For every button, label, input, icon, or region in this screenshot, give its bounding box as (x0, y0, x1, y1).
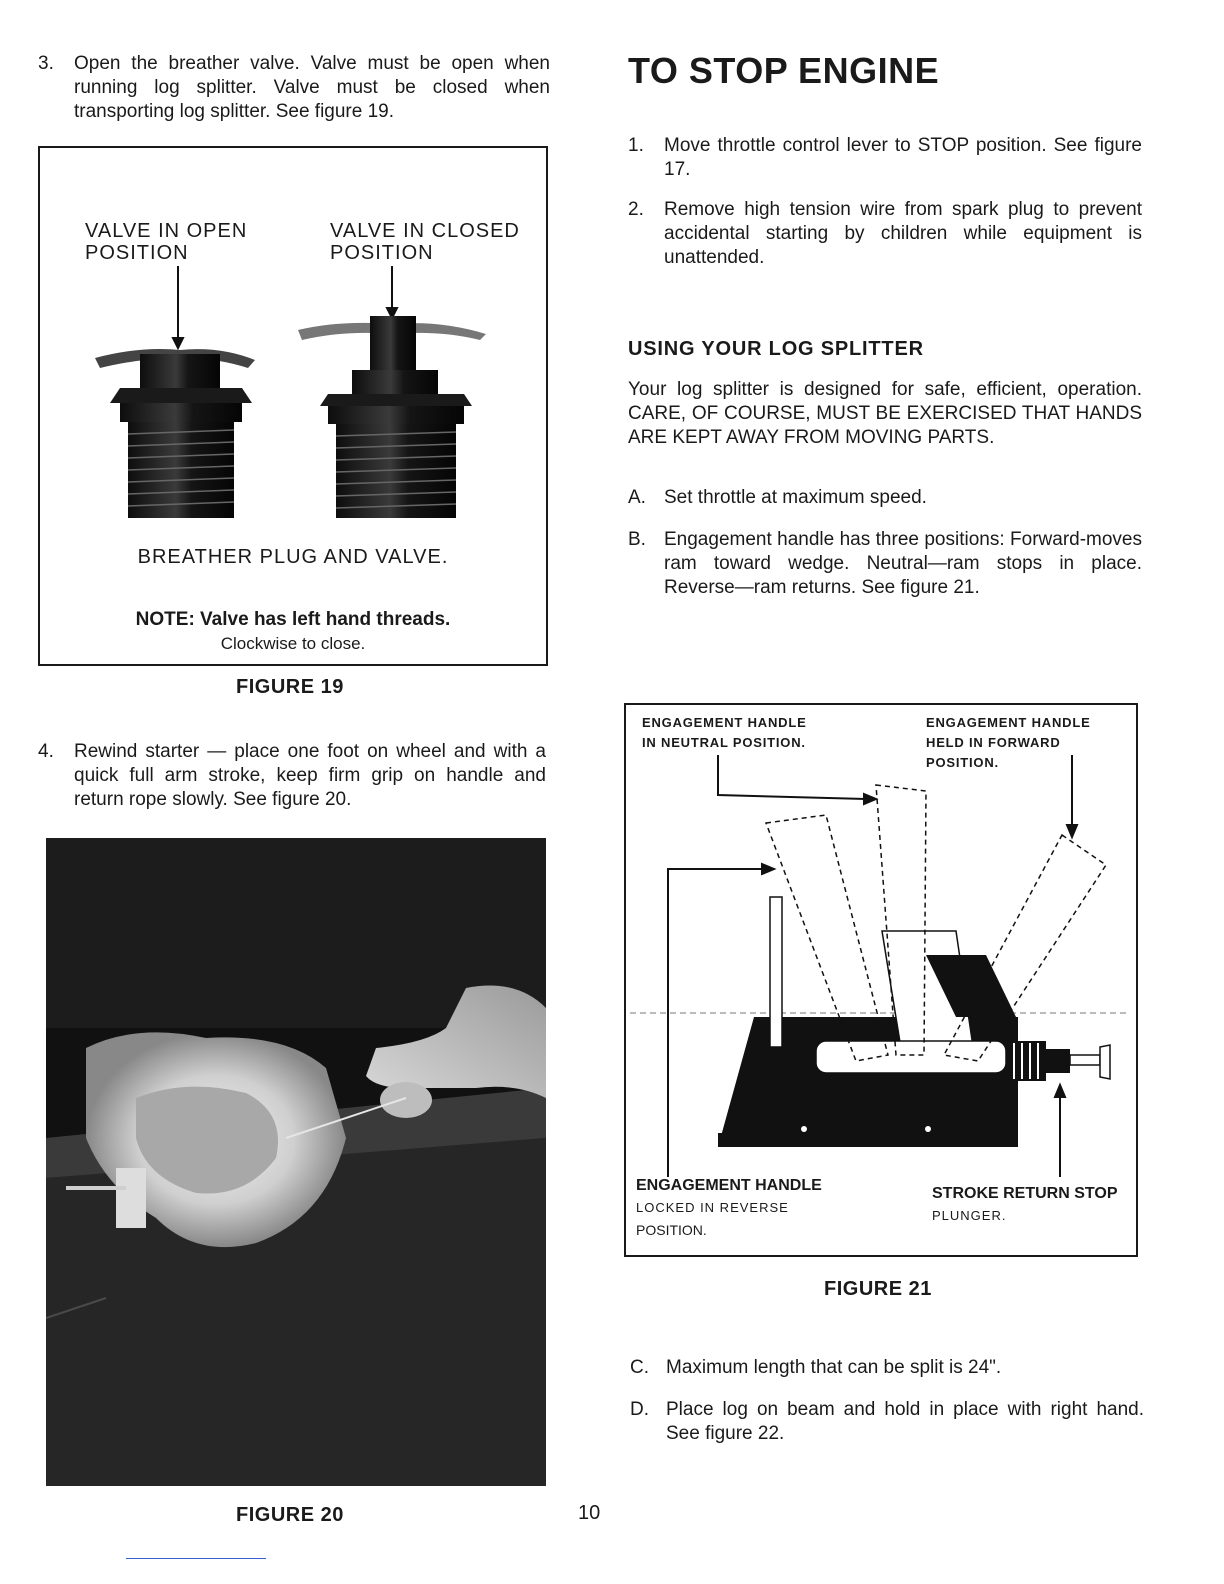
label-neutral-handle (642, 713, 807, 753)
page-heading: TO STOP ENGINE (628, 50, 940, 91)
label-line: IN NEUTRAL POSITION. (642, 735, 806, 750)
step-text: Place log on beam and hold in place with right hand. See figure 22. (666, 1399, 1144, 1444)
figure-19-box (38, 146, 548, 666)
step-number: A. (628, 487, 646, 508)
breather-valve-illustration (40, 258, 546, 528)
page-number: 10 (578, 1502, 601, 1524)
step-number: C. (630, 1357, 649, 1378)
step-text: Engagement handle has three positions: Forward-moves ram toward wedge. Neutral—ram stops in place. Reverse—ram returns. See figure 21. (664, 529, 1142, 598)
label-line: ENGAGEMENT HANDLE (926, 715, 1091, 730)
label-stroke-return-stop (932, 1183, 1118, 1227)
figure-20-caption: FIGURE 20 (236, 1504, 344, 1526)
use-step-a (628, 486, 1142, 512)
figure-19-note (40, 608, 546, 656)
figure-19-title: BREATHER PLUG AND VALVE. (137, 546, 449, 568)
step-text: Remove high tension wire from spark plug to prevent accidental starting by children while equipment is unattended. (664, 199, 1142, 268)
label-line: POSITION (85, 242, 189, 264)
label-line: ENGAGEMENT HANDLE (642, 715, 807, 730)
label-line: STROKE RETURN STOP (932, 1185, 1118, 1202)
label-line: VALVE IN CLOSED (330, 220, 520, 242)
step-number: B. (628, 529, 646, 550)
figure-20-photo (46, 838, 546, 1486)
label-line: POSITION. (926, 755, 999, 770)
step-text: Rewind starter — place one foot on wheel and with a quick full arm stroke, keep firm grip on handle and return rope slowly. See figure 20. (74, 741, 546, 810)
use-step-b (628, 528, 1142, 600)
label-line: ENGAGEMENT HANDLE (636, 1177, 822, 1194)
label-line: PLUNGER. (932, 1208, 1007, 1223)
step-text: Open the breather valve. Valve must be open when running log splitter. Valve must be closed when transporting log splitter. See figure 19. (74, 53, 550, 122)
figure-21-box (624, 703, 1138, 1257)
label-forward-handle (926, 713, 1091, 773)
step-number: 1. (628, 135, 644, 156)
valve-closed-icon (298, 316, 486, 518)
valve-open-icon (95, 349, 255, 518)
footer-rule (126, 1558, 266, 1559)
step-number: 4. (38, 741, 54, 762)
label-reverse-handle (636, 1175, 822, 1241)
label-line: LOCKED IN REVERSE (636, 1200, 789, 1215)
stop-step-2 (628, 198, 1142, 270)
step-number: 2. (628, 199, 644, 220)
label-line: POSITION. (636, 1222, 707, 1238)
post (770, 897, 782, 1047)
use-step-d (630, 1398, 1144, 1448)
label-line: VALVE IN OPEN (85, 220, 248, 242)
intro-paragraph: Your log splitter is designed for safe, efficient, operation. CARE, OF COURSE, MUST BE EXERCISED THAT HANDS ARE KEPT AWAY FROM MOVING PARTS. (628, 379, 1142, 448)
log-splitter-diagram (626, 705, 1136, 1255)
note-line-2: Clockwise to close. (220, 634, 366, 653)
label-line: HELD IN FORWARD (926, 735, 1061, 750)
arrow-open (173, 266, 183, 348)
step-3 (38, 52, 550, 128)
label-line: POSITION (330, 242, 434, 264)
step-number: D. (630, 1399, 649, 1420)
stroke-return-plunger (1006, 1041, 1110, 1081)
section-heading: USING YOUR LOG SPLITTER (628, 338, 924, 360)
step-number: 3. (38, 53, 54, 74)
step-text: Maximum length that can be split is 24". (666, 1357, 1002, 1378)
base-plate (718, 1017, 1018, 1147)
step-text: Move throttle control lever to STOP position. See figure 17. (664, 135, 1142, 180)
step-text: Set throttle at maximum speed. (664, 487, 927, 508)
figure-21-caption: FIGURE 21 (824, 1278, 932, 1300)
stop-step-1 (628, 134, 1142, 182)
use-step-c (630, 1356, 1144, 1382)
figure-19-caption: FIGURE 19 (236, 676, 344, 698)
arrow-closed (387, 266, 397, 318)
note-line-1: NOTE: Valve has left hand threads. (135, 609, 451, 630)
step-4 (38, 740, 546, 816)
